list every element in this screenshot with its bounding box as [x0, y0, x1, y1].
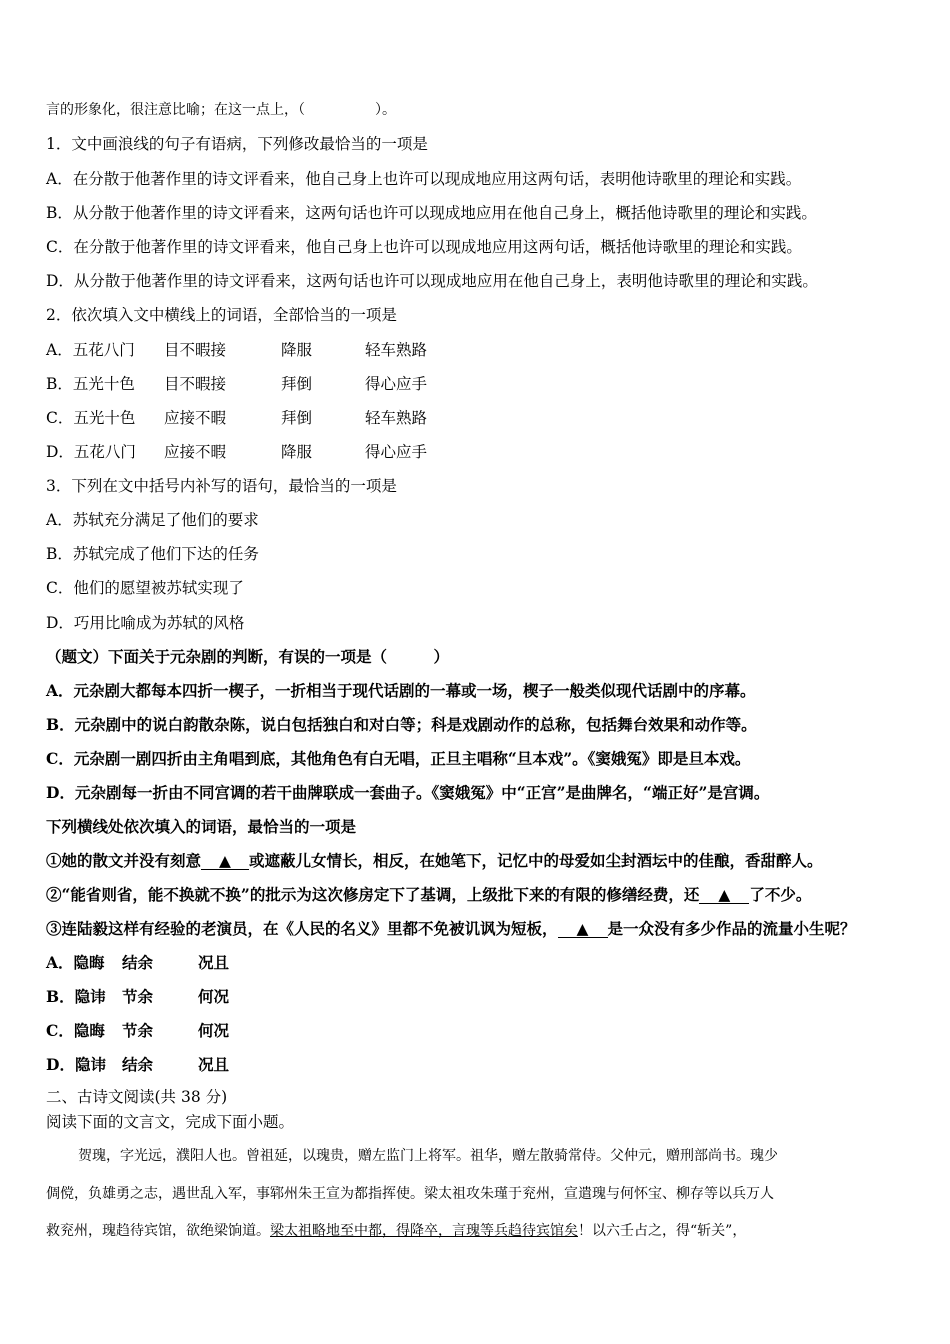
q5-s2-pre: ②“能省则省，能不换就不换”的批示为这次修房定下了基调，上级批下来的有限的修缮经费，还 [46, 885, 700, 904]
q2-c-word2: 应接不暇 [164, 409, 227, 427]
q5-d-word3: 况且 [198, 1055, 230, 1074]
q2-option-a [46, 340, 427, 360]
q1-option-b: B．从分散于他著作里的诗文评看来，这两句话也许可以现成地应用在他自己身上，概括他诗歌里的理论和实践。 [46, 204, 817, 222]
q5-option-a [46, 953, 229, 973]
q2-option-c [46, 408, 427, 428]
q1-stem: 1．文中画浪线的句子有语病，下列修改最恰当的一项是 [46, 135, 428, 153]
q1-option-c: C．在分散于他著作里的诗文评看来，他自己身上也许可以现成地应用这两句话，概括他诗歌里的理论和实践。 [46, 238, 802, 256]
q2-b-word2: 目不暇接 [164, 375, 227, 393]
q5-s1-pre: ①她的散文并没有刻意 [46, 851, 202, 870]
q2-c-word4: 轻车熟路 [365, 409, 428, 427]
q2-d-word2: 应接不暇 [164, 443, 227, 461]
q5-sentence-1 [46, 851, 823, 871]
q2-c-word3: 拜倒 [281, 409, 313, 427]
q5-s1-blank: ▲ [201, 853, 249, 870]
q2-stem: 2．依次填入文中横线上的词语，全部恰当的一项是 [46, 306, 397, 324]
q4-option-c: C．元杂剧一剧四折由主角唱到底，其他角色有白无唱，正旦主唱称“旦本戏”。《窦娥冤》即是旦本戏。 [46, 749, 751, 768]
q5-c-word3: 何况 [198, 1021, 230, 1040]
q2-a-word4: 轻车熟路 [365, 341, 428, 359]
q3-option-c: C．他们的愿望被苏轼实现了 [46, 579, 244, 597]
q5-s2-post: 了不少。 [749, 885, 812, 904]
q5-option-d [46, 1055, 229, 1075]
passage-line-3 [46, 1221, 746, 1241]
q5-s1-post: 或遮蔽儿女情长，相反，在她笔下，记忆中的母爱如尘封酒坛中的佳酿，香甜醉人。 [249, 851, 823, 870]
q5-option-c [46, 1021, 229, 1041]
q5-c-word2: 节余 [122, 1021, 154, 1040]
q2-b-word1: B．五光十色 [46, 375, 135, 393]
q1-option-d: D．从分散于他著作里的诗文评看来，这两句话也许可以现成地应用在他自己身上，表明他诗歌里的理论和实践。 [46, 272, 818, 290]
q5-s3-post: 是一众没有多少作品的流量小生呢？ [607, 919, 856, 938]
q5-c-word1: C．隐晦 [46, 1021, 105, 1040]
q5-s2-blank: ▲ [699, 887, 749, 904]
q5-sentence-2 [46, 885, 811, 905]
q1-option-a: A．在分散于他著作里的诗文评看来，他自己身上也许可以现成地应用这两句话，表明他诗歌里的理论和实践。 [46, 170, 802, 188]
q2-d-word3: 降服 [281, 443, 313, 461]
intro-line: 言的形象化，很注意比喻；在这一点上，（ ）。 [46, 102, 396, 118]
q2-a-word3: 降服 [281, 341, 313, 359]
q2-b-word4: 得心应手 [365, 375, 428, 393]
q5-d-word1: D．隐讳 [46, 1055, 106, 1074]
q2-d-word1: D．五花八门 [46, 443, 136, 461]
q2-b-word3: 拜倒 [281, 375, 313, 393]
q5-s3-blank: ▲ [558, 921, 608, 938]
q5-b-word2: 节余 [122, 987, 154, 1006]
q3-option-b: B．苏轼完成了他们下达的任务 [46, 545, 259, 563]
q5-stem: 下列横线处依次填入的词语，最恰当的一项是 [46, 817, 357, 836]
passage-line-3-post: ！以六壬占之，得“斩关”， [578, 1223, 747, 1239]
q4-option-a: A．元杂剧大都每本四折一楔子，一折相当于现代话剧的一幕或一场，楔子一般类似现代话剧中的序幕。 [46, 681, 756, 700]
q2-c-word1: C．五光十色 [46, 409, 136, 427]
q5-s3-pre: ③连陆毅这样有经验的老演员，在《人民的名义》里都不免被讥讽为短板， [46, 919, 558, 938]
q5-option-b [46, 987, 229, 1007]
q5-d-word2: 结余 [122, 1055, 154, 1074]
q2-option-b [46, 374, 427, 394]
passage-underlined-sentence: 梁太祖略地至中都，得降卒，言瑰等兵趋待宾馆矣 [270, 1223, 578, 1239]
q5-a-word3: 况且 [198, 953, 230, 972]
passage-line-3-pre: 救兖州，瑰趋待宾馆，欲绝梁饷道。 [46, 1223, 270, 1239]
q5-a-word2: 结余 [122, 953, 154, 972]
q3-stem: 3．下列在文中括号内补写的语句，最恰当的一项是 [46, 477, 397, 495]
q4-stem: （题文）下面关于元杂剧的判断，有误的一项是（ ） [46, 647, 450, 666]
passage-line-1: 贺瑰，字光远，濮阳人也。曾祖延，以瑰贵，赠左监门上将军。祖华，赠左散骑常侍。父仲元，赠刑部尚书。瑰少 [78, 1148, 778, 1164]
q3-option-d: D．巧用比喻成为苏轼的风格 [46, 614, 245, 632]
q5-sentence-3 [46, 919, 856, 939]
q3-option-a: A．苏轼充分满足了他们的要求 [46, 511, 259, 529]
q2-d-word4: 得心应手 [365, 443, 428, 461]
q5-b-word1: B．隐讳 [46, 987, 106, 1006]
section-2-instruction: 阅读下面的文言文，完成下面小题。 [46, 1113, 295, 1131]
q4-option-b: B．元杂剧中的说白韵散杂陈，说白包括独白和对白等；科是戏剧动作的总称，包括舞台效果和动作等。 [46, 715, 757, 734]
q5-a-word1: A．隐晦 [46, 953, 105, 972]
q2-a-word2: 目不暇接 [164, 341, 227, 359]
passage-line-2: 倜傥，负雄勇之志，遇世乱入军，事郓州朱王宣为都指挥使。梁太祖攻朱瑾于兖州，宣遣瑰与何怀宝、柳存等以兵万人 [46, 1186, 774, 1202]
q2-option-d [46, 442, 427, 462]
q4-option-d: D．元杂剧每一折由不同宫调的若干曲牌联成一套曲子。《窦娥冤》中“正宫”是曲牌名，“端正好”是宫调。 [46, 783, 770, 802]
q5-b-word3: 何况 [198, 987, 230, 1006]
section-2-title: 二、古诗文阅读(共 38 分) [46, 1088, 228, 1106]
q2-a-word1: A．五花八门 [46, 341, 135, 359]
